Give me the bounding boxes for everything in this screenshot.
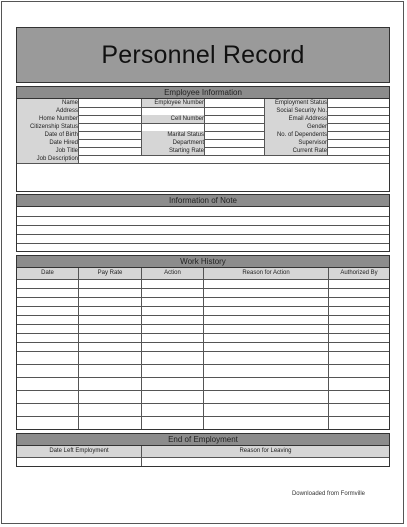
label-employment-status: Employment Status <box>264 99 327 107</box>
label-employee-number: Employee Number <box>141 99 204 107</box>
label-home-number: Home Number <box>17 115 78 123</box>
work-history-section <box>16 255 390 430</box>
label-department: Department <box>141 139 204 147</box>
col-date-left-employment: Date Left Employment <box>17 446 141 457</box>
form-page <box>1 1 404 524</box>
label-starting-rate: Starting Rate <box>141 147 204 155</box>
label-cell-number: Cell Number <box>141 115 204 123</box>
label-current-rate: Current Rate <box>264 147 327 155</box>
label-address: Address <box>17 107 78 115</box>
label-social-security-no: Social Security No. <box>264 107 327 115</box>
label-gender: Gender <box>264 123 327 131</box>
label-date-hired: Date Hired <box>17 139 78 147</box>
information-of-note-heading: Information of Note <box>17 195 389 207</box>
col-action: Action <box>142 268 203 279</box>
label-email-address: Email Address <box>264 115 327 123</box>
col-date: Date <box>17 268 78 279</box>
label-job-description: Job Description <box>17 155 78 163</box>
end-of-employment-heading: End of Employment <box>17 434 389 446</box>
employee-information-section <box>16 86 390 192</box>
footer-credit: Downloaded from Formville <box>291 491 365 497</box>
label-name: Name <box>17 99 78 107</box>
col-pay-rate: Pay Rate <box>79 268 141 279</box>
col-reason-for-leaving: Reason for Leaving <box>142 446 389 457</box>
col-authorized-by: Authorized By <box>329 268 389 279</box>
information-of-note-section <box>16 194 390 252</box>
col-reason-for-action: Reason for Action <box>204 268 328 279</box>
label-citizenship-status: Citizenship Status <box>17 123 78 131</box>
label-marital-status: Marital Status <box>141 131 204 139</box>
label-supervisor: Supervisor <box>264 139 327 147</box>
work-history-heading: Work History <box>17 256 389 268</box>
page-title: Personnel Record <box>101 40 305 69</box>
end-of-employment-section <box>16 433 390 467</box>
label-job-title: Job Title <box>17 147 78 155</box>
label-no-of-dependents: No. of Dependents <box>264 131 327 139</box>
employee-information-heading: Employee Information <box>17 87 389 99</box>
title-banner <box>16 27 390 83</box>
label-date-of-birth: Date of Birth <box>17 131 78 139</box>
